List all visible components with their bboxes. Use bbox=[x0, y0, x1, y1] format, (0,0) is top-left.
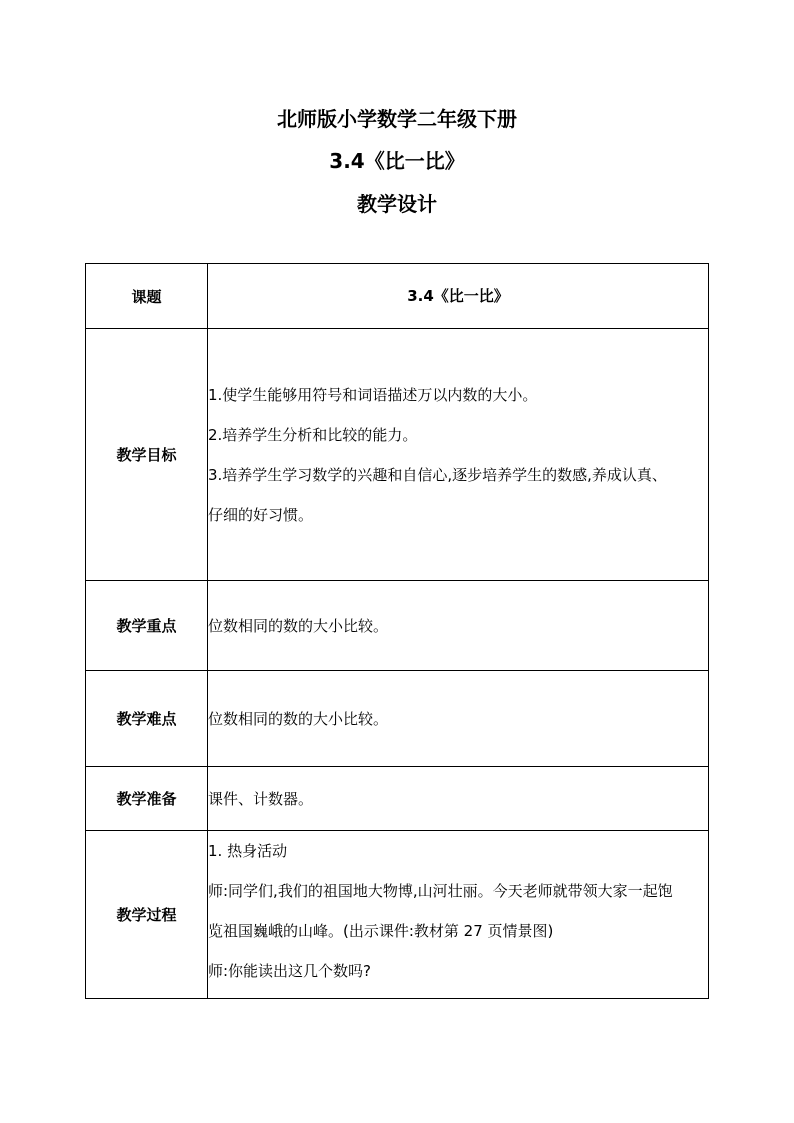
key-point-value: 位数相同的数的大小比较。 bbox=[208, 581, 709, 671]
preparation-value: 课件、计数器。 bbox=[208, 767, 709, 831]
goal-item: 3.培养学生学习数学的兴趣和自信心,逐步培养学生的数感,养成认真、 bbox=[208, 465, 667, 484]
table-row-process bbox=[86, 831, 709, 999]
topic-value: 3.4《比一比》 bbox=[208, 264, 709, 329]
process-item: 1. 热身活动 bbox=[208, 842, 288, 860]
process-item: 师:你能读出这几个数吗? bbox=[208, 962, 372, 980]
process-content bbox=[208, 831, 709, 999]
document-title: 北师版小学数学二年级下册 bbox=[277, 107, 517, 131]
row-label-preparation: 教学准备 bbox=[86, 767, 208, 831]
process-item: 师:同学们,我们的祖国地大物博,山河壮丽。今天老师就带领大家一起饱 bbox=[208, 882, 673, 900]
goal-item: 1.使学生能够用符号和词语描述万以内数的大小。 bbox=[208, 385, 538, 404]
row-label-process: 教学过程 bbox=[86, 831, 208, 999]
goal-item: 仔细的好习惯。 bbox=[208, 505, 314, 524]
goal-item: 2.培养学生分析和比较的能力。 bbox=[208, 425, 418, 444]
lesson-title: 3.4《比一比》 bbox=[329, 149, 465, 173]
row-label-difficulty: 教学难点 bbox=[86, 671, 208, 767]
process-item: 览祖国巍峨的山峰。(出示课件:教材第 27 页情景图) bbox=[208, 922, 554, 940]
difficulty-value: 位数相同的数的大小比较。 bbox=[208, 671, 709, 767]
document-subtitle: 教学设计 bbox=[357, 192, 437, 216]
table-row-key-point bbox=[86, 581, 709, 671]
row-label-goals: 教学目标 bbox=[86, 329, 208, 581]
table-row-difficulty bbox=[86, 671, 709, 767]
table-row-goals bbox=[86, 329, 709, 581]
table-row-topic bbox=[86, 264, 709, 329]
table-row-preparation bbox=[86, 767, 709, 831]
row-label-topic: 课题 bbox=[86, 264, 208, 329]
row-label-key-point: 教学重点 bbox=[86, 581, 208, 671]
lesson-plan-table bbox=[85, 263, 709, 999]
goals-content bbox=[208, 329, 709, 581]
